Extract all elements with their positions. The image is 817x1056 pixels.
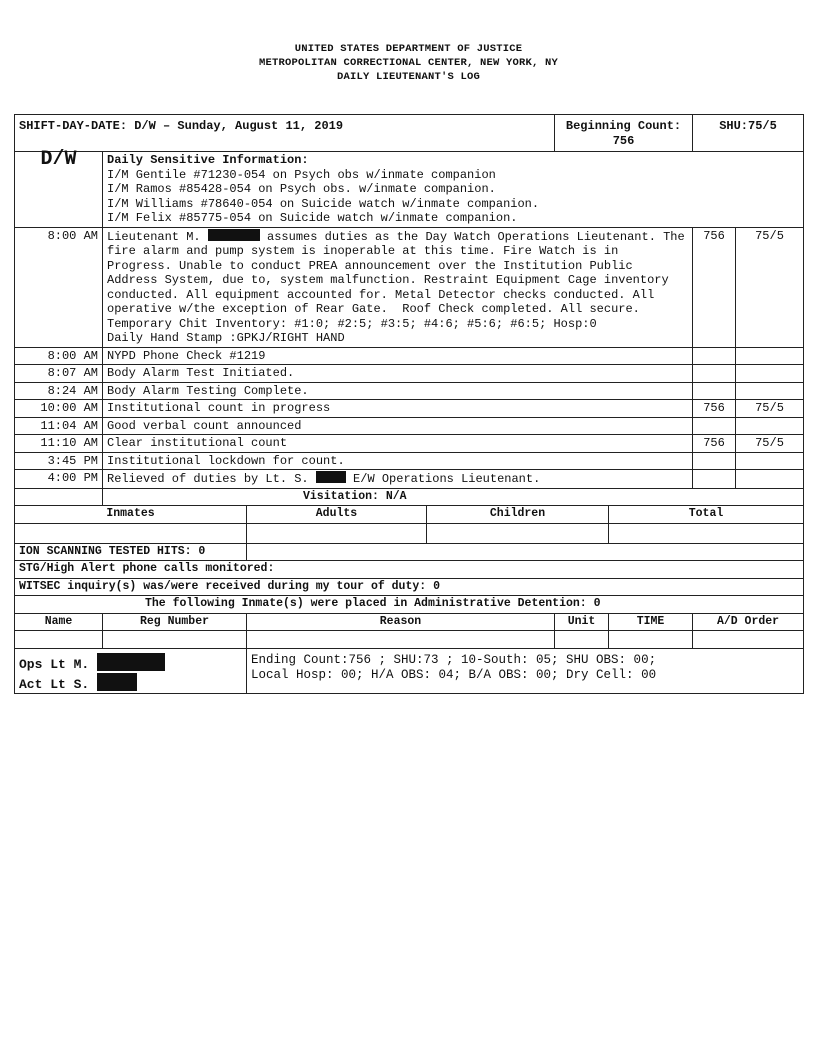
entry-text	[103, 227, 693, 347]
entry-text: NYPD Phone Check #1219	[103, 347, 693, 365]
visitation-col-children: Children	[427, 506, 609, 524]
entry-time: 8:00 AM	[15, 227, 103, 347]
entry-text: Good verbal count announced	[103, 417, 693, 435]
entry-shu: 75/5	[736, 400, 804, 418]
log-entry	[15, 347, 804, 365]
admin-col-time: TIME	[609, 613, 693, 631]
entry-body: assumes duties as the Day Watch Operations Lieutenant. The fire alarm and pump system is inoperable at this time. Fire Watch is in Progress. Unable to conduct PREA announcement over the Institution Public Address System, due to, system malfunction. Restraint Equipment Cage inventory conducted. All equipment accounted for. Metal Detector checks conducted. All operative w/the exception of Rear Gate. Roof Check completed. All secure. Temporary Chit Inventory: #1:0; #2:5; #3:5; #4:6; #5:6; #6:5; Hosp:0 Daily Hand Stamp :GPKJ/RIGHT HAND	[107, 229, 685, 345]
ion-scanning: ION SCANNING TESTED HITS: 0	[15, 543, 247, 561]
witsec-row	[15, 578, 804, 596]
sensitive-line: I/M Williams #78640-054 on Suicide watch w/inmate companion.	[107, 196, 540, 211]
admin-detention-title-row	[15, 596, 804, 614]
stg-row	[15, 561, 804, 579]
entry-count: 756	[693, 227, 736, 347]
acting-lieutenant-label: Act Lt S.	[19, 676, 90, 692]
redaction-box	[97, 653, 165, 671]
entry-time: 8:24 AM	[15, 382, 103, 400]
entry-count	[693, 365, 736, 383]
entry-text	[103, 470, 693, 489]
admin-col-order: A/D Order	[693, 613, 804, 631]
sensitive-line: I/M Ramos #85428-054 on Psych obs. w/inmate companion.	[107, 182, 496, 196]
shift-header-row	[15, 115, 804, 152]
visitation-header-row	[15, 506, 804, 524]
sensitive-line: I/M Felix #85775-054 on Suicide watch w/inmate companion.	[107, 211, 518, 225]
entry-count	[693, 470, 736, 489]
log-entry	[15, 417, 804, 435]
log-entry	[15, 365, 804, 383]
entry-shu: 75/5	[736, 435, 804, 453]
log-entry	[15, 227, 804, 347]
entry-time: 3:45 PM	[15, 452, 103, 470]
entry-text: Institutional lockdown for count.	[103, 452, 693, 470]
visitation-title-row	[15, 488, 804, 506]
log-entry	[15, 382, 804, 400]
entry-text: Body Alarm Testing Complete.	[103, 382, 693, 400]
entry-text: Clear institutional count	[103, 435, 693, 453]
entry-prefix: Lieutenant M.	[107, 229, 201, 244]
shift-code: D/W	[15, 152, 103, 228]
visitation-values-row	[15, 523, 804, 543]
entry-time: 11:04 AM	[15, 417, 103, 435]
sensitive-info	[103, 152, 804, 228]
redaction-box	[97, 673, 137, 691]
admin-detention-values-row	[15, 631, 804, 649]
header-agency: UNITED STATES DEPARTMENT OF JUSTICE	[294, 43, 523, 55]
footer-row	[15, 649, 804, 694]
sensitive-line: I/M Gentile #71230-054 on Psych obs w/inmate companion	[107, 167, 496, 182]
entry-time: 4:00 PM	[15, 470, 103, 489]
admin-col-unit: Unit	[555, 613, 609, 631]
shu-count: SHU:75/5	[693, 115, 804, 152]
entry-text: Body Alarm Test Initiated.	[103, 365, 693, 383]
shift-day-date: SHIFT-DAY-DATE: D/W – Sunday, August 11, 2019	[15, 115, 555, 152]
visitation-col-total: Total	[609, 506, 804, 524]
entry-shu	[736, 417, 804, 435]
entry-time: 11:10 AM	[15, 435, 103, 453]
signatures	[15, 649, 247, 694]
sensitive-info-title: Daily Sensitive Information:	[107, 153, 309, 167]
visitation-col-inmates: Inmates	[15, 506, 247, 524]
log-entry	[15, 470, 804, 489]
entry-prefix: Relieved of duties by Lt. S.	[107, 472, 309, 486]
entry-count: 756	[693, 435, 736, 453]
lieutenant-log-table	[14, 114, 804, 694]
admin-col-name: Name	[15, 613, 103, 631]
redaction-box	[316, 471, 346, 483]
entry-count	[693, 417, 736, 435]
entry-text: Institutional count in progress	[103, 400, 693, 418]
admin-col-reason: Reason	[247, 613, 555, 631]
visitation-col-adults: Adults	[247, 506, 427, 524]
acting-lieutenant	[19, 673, 242, 693]
entry-time: 8:00 AM	[15, 347, 103, 365]
redaction-box	[208, 229, 260, 241]
entry-count	[693, 452, 736, 470]
ion-scanning-row	[15, 543, 804, 561]
entry-time: 10:00 AM	[15, 400, 103, 418]
entry-shu	[736, 365, 804, 383]
visitation-title: Visitation: N/A	[103, 488, 804, 506]
ending-count-line: Ending Count:756 ; SHU:73 ; 10-South: 05; SHU OBS: 00;	[251, 653, 657, 667]
admin-detention-title: The following Inmate(s) were placed in Administrative Detention: 0	[15, 596, 804, 614]
entry-shu	[736, 347, 804, 365]
ops-lieutenant-label: Ops Lt M.	[19, 657, 90, 672]
log-entry	[15, 400, 804, 418]
witsec-inquiry: WITSEC inquiry(s) was/were received during my tour of duty: 0	[15, 578, 804, 596]
log-entry	[15, 452, 804, 470]
document-header	[0, 42, 817, 84]
admin-detention-header-row	[15, 613, 804, 631]
admin-col-reg: Reg Number	[103, 613, 247, 631]
beginning-count: Beginning Count: 756	[555, 115, 693, 152]
entry-suffix: E/W Operations Lieutenant.	[345, 472, 541, 486]
entry-shu	[736, 452, 804, 470]
stg-calls: STG/High Alert phone calls monitored:	[15, 561, 804, 579]
entry-count: 756	[693, 400, 736, 418]
ending-count-line: Local Hosp: 00; H/A OBS: 04; B/A OBS: 00; Dry Cell: 00	[251, 667, 657, 682]
entry-time: 8:07 AM	[15, 365, 103, 383]
sensitive-info-row	[15, 152, 804, 228]
log-entry	[15, 435, 804, 453]
ops-lieutenant	[19, 653, 242, 673]
entry-count	[693, 347, 736, 365]
header-log-title: DAILY LIEUTENANT'S LOG	[336, 71, 481, 83]
entry-count	[693, 382, 736, 400]
entry-shu	[736, 470, 804, 489]
entry-shu: 75/5	[736, 227, 804, 347]
ending-count	[247, 649, 804, 694]
header-facility: METROPOLITAN CORRECTIONAL CENTER, NEW YORK, NY	[258, 57, 559, 69]
entry-shu	[736, 382, 804, 400]
